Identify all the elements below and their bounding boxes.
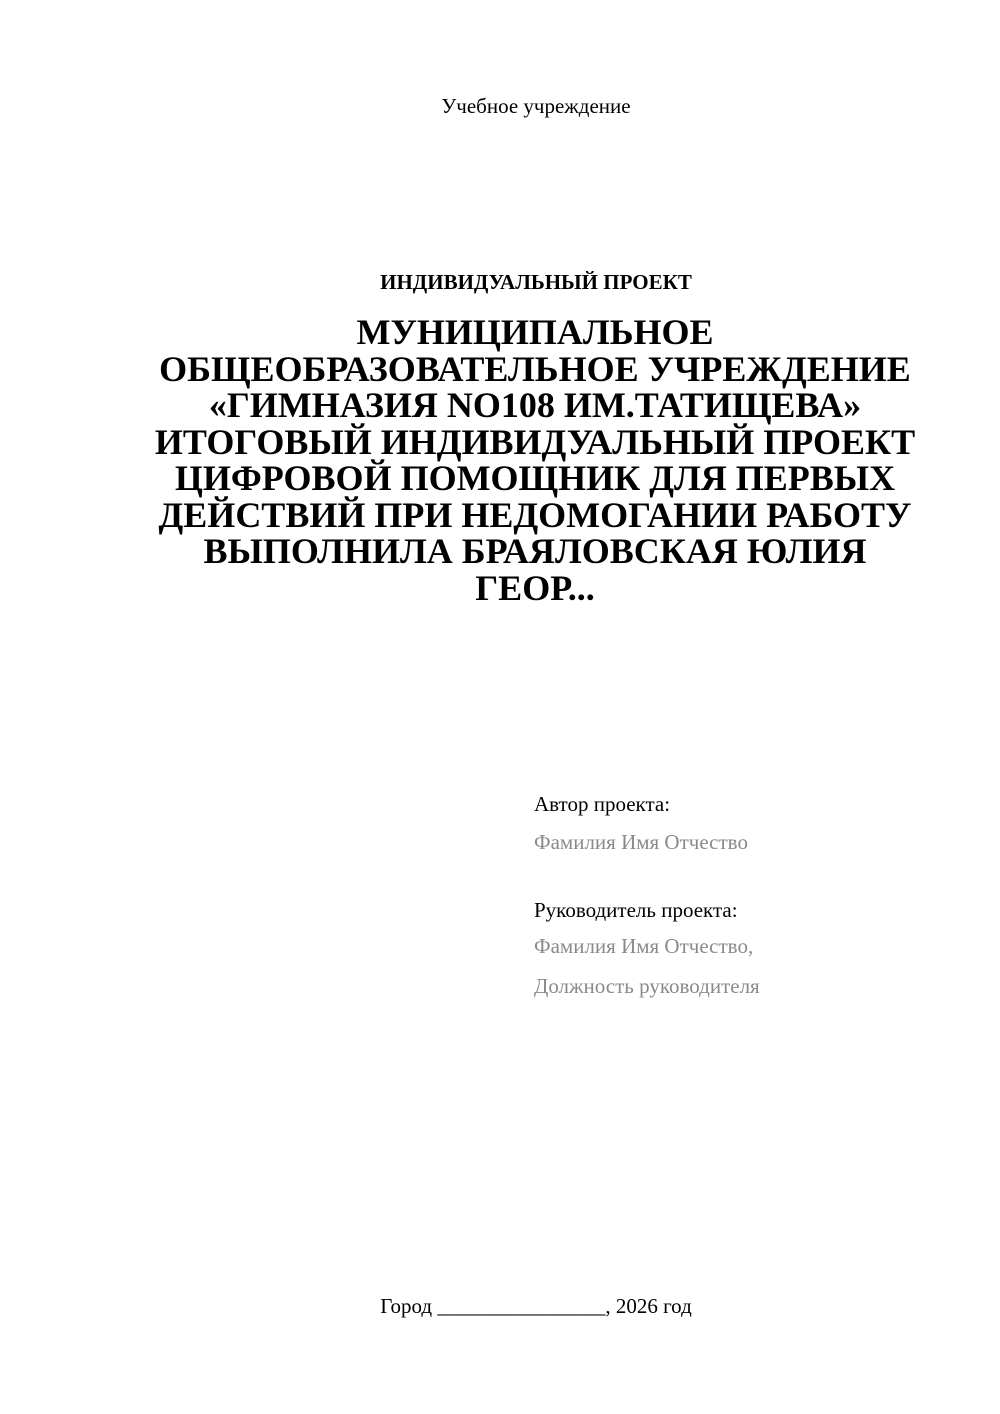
project-type-label: ИНДИВИДУАЛЬНЫЙ ПРОЕКТ — [380, 270, 692, 294]
institution-name: Учебное учреждение — [441, 94, 631, 118]
supervisor-name: Фамилия Имя Отчество, — [534, 934, 754, 958]
supervisor-label: Руководитель проекта: — [534, 898, 738, 922]
supervisor-position: Должность руководителя — [534, 974, 760, 998]
author-name: Фамилия Имя Отчество — [534, 830, 748, 854]
author-label: Автор проекта: — [534, 792, 671, 816]
author-block — [534, 790, 974, 860]
city-year-line: Город ________________, 2026 год — [380, 1294, 692, 1318]
project-title: МУНИЦИПАЛЬНОЕ ОБЩЕОБРАЗОВАТЕЛЬНОЕ УЧРЕЖДЕНИЕ «ГИМНАЗИЯ NO108 ИМ.ТАТИЩЕВА» ИТОГОВЫЙ ИНДИВИДУАЛЬНЫЙ ПРОЕКТ ЦИФРОВОЙ ПОМОЩНИК ДЛЯ ПЕРВЫХ ДЕЙСТВИЙ ПРИ НЕДОМОГАНИИ РАБОТУ ВЫПОЛНИЛА БРАЯЛОВСКАЯ ЮЛИЯ ГЕОР... — [154, 312, 916, 608]
supervisor-block — [534, 896, 974, 1004]
